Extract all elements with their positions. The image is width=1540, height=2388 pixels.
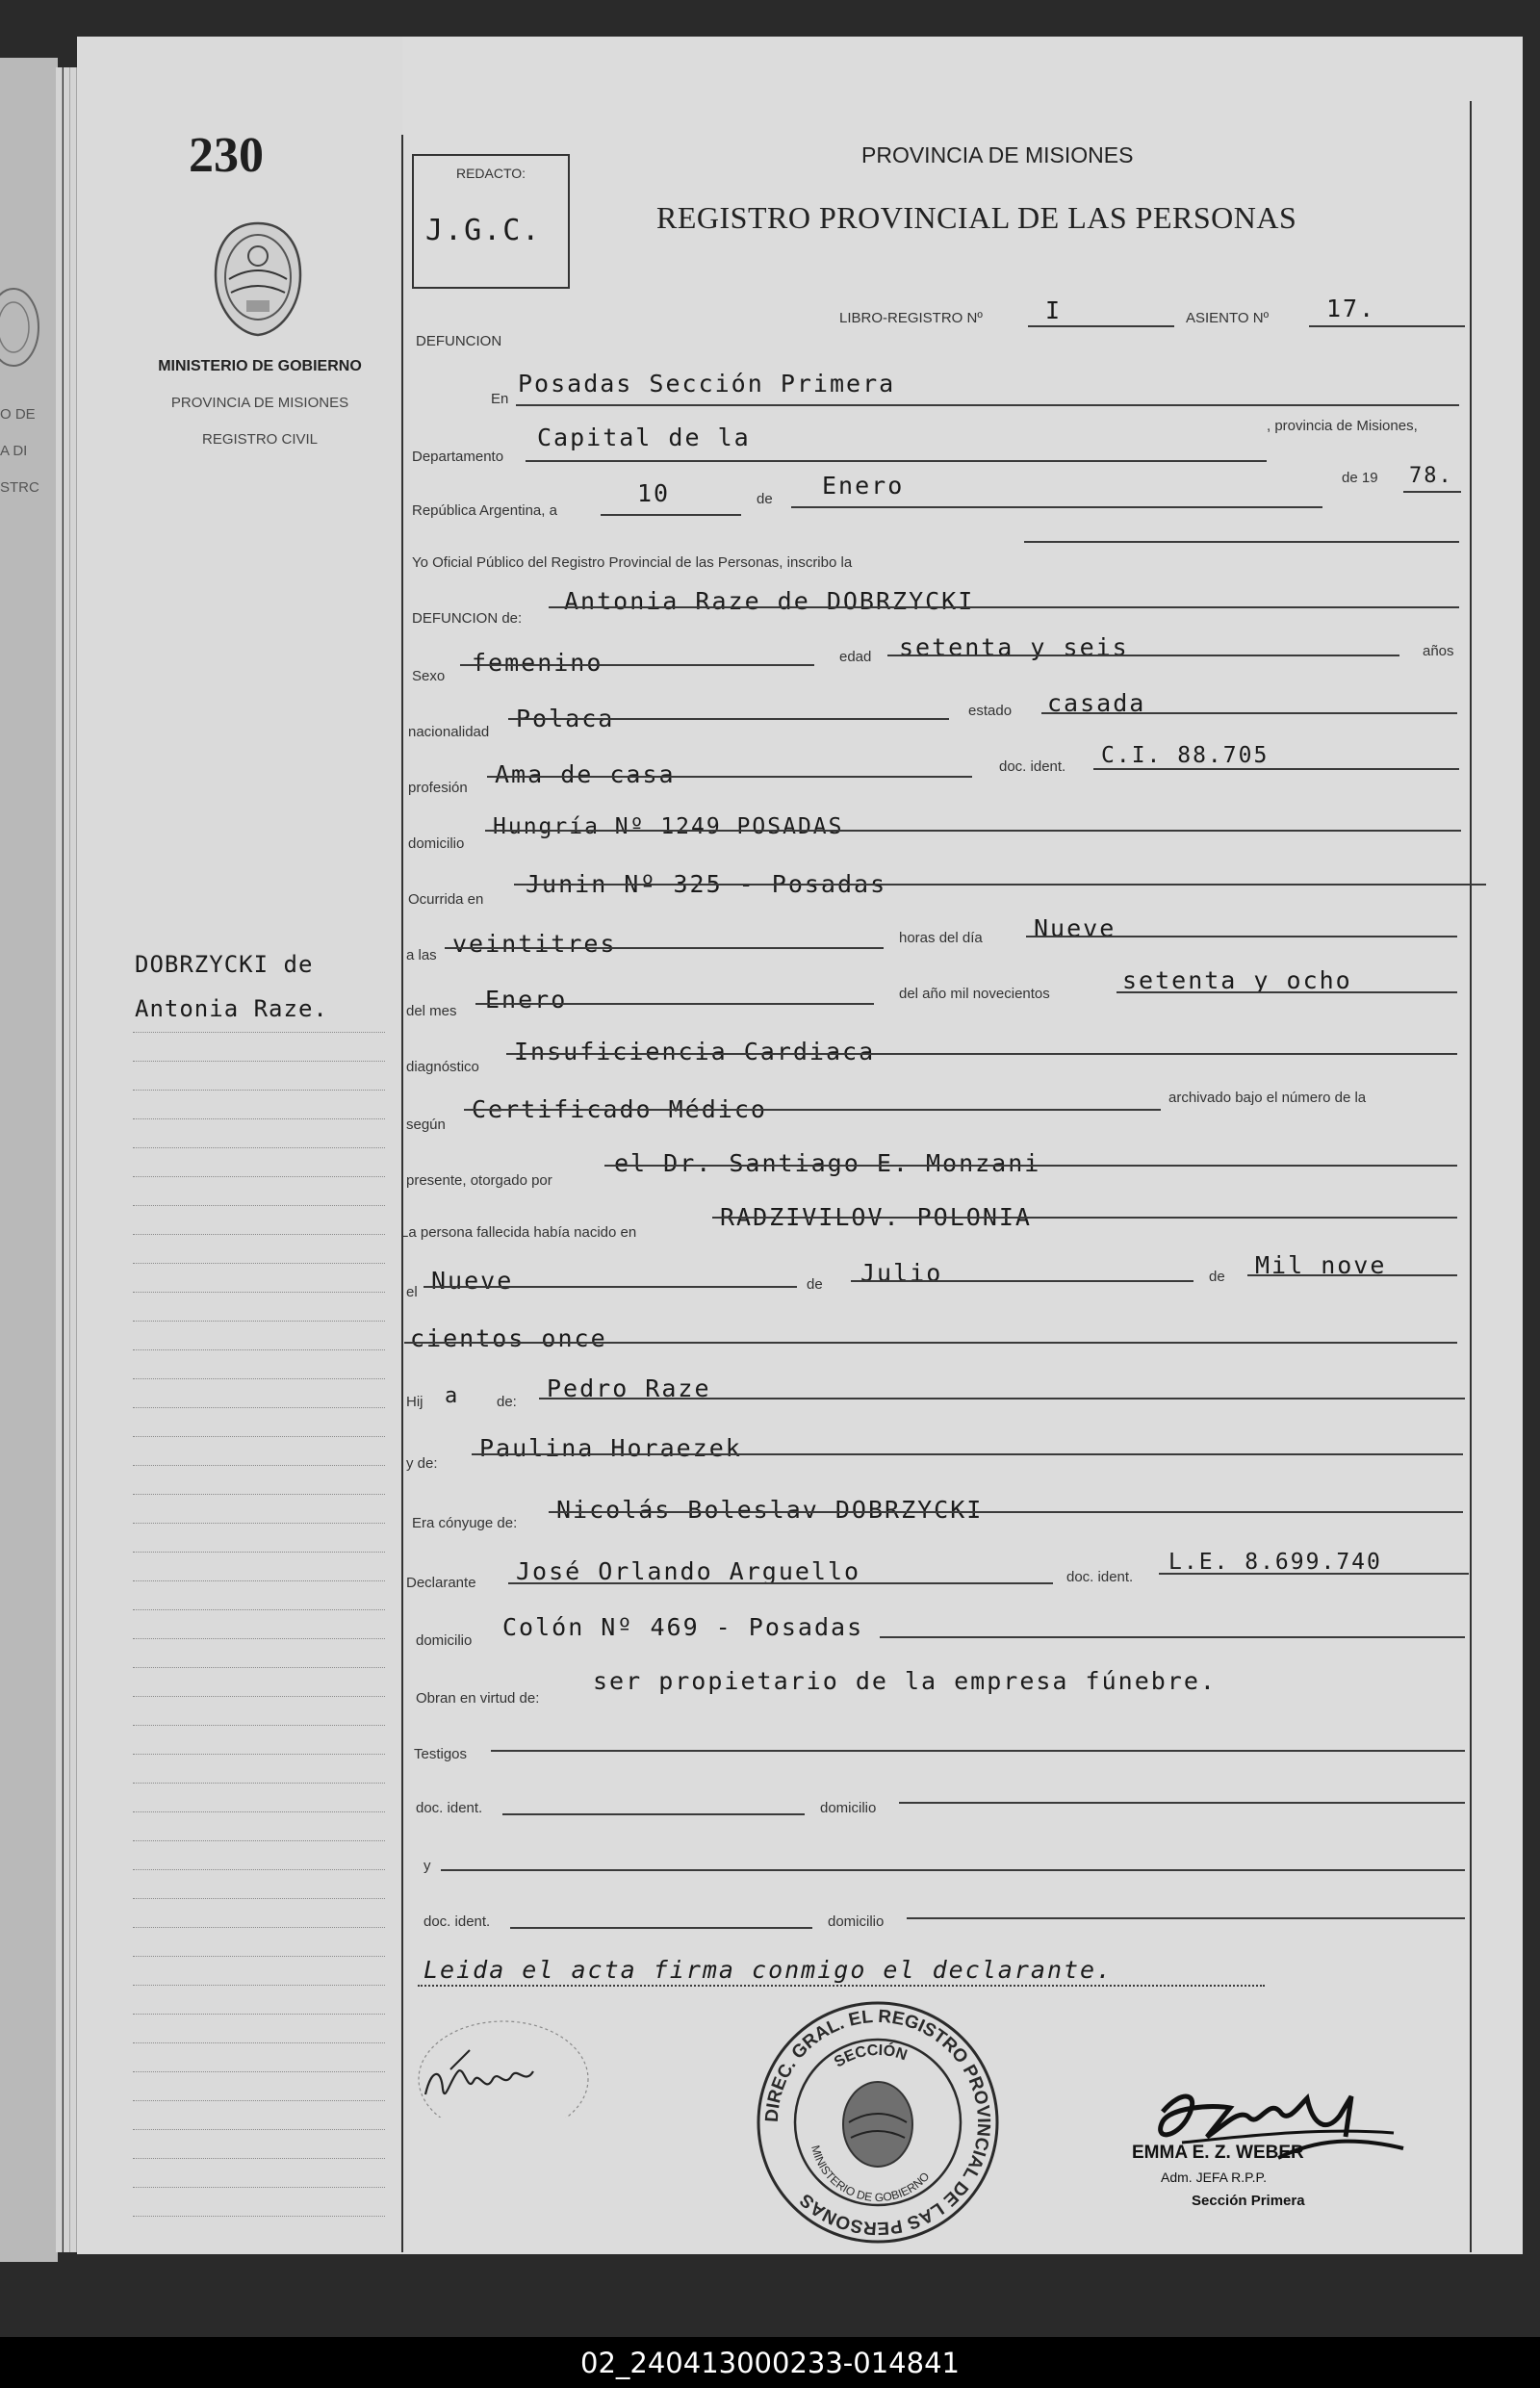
stub-dotted-line <box>133 1090 385 1091</box>
nacido-line <box>712 1217 1457 1219</box>
stub-dotted-line <box>133 1783 385 1784</box>
footer-id: 02_240413000233-014841 <box>580 2347 960 2379</box>
decl-dom-line <box>880 1636 1465 1638</box>
t1-dom-label: domicilio <box>820 1800 877 1816</box>
nacido-label: La persona fallecida había nacido en <box>400 1224 637 1241</box>
edad-line <box>887 655 1399 656</box>
redacto-value: J.G.C. <box>425 214 542 247</box>
month-line <box>791 506 1322 508</box>
year-line <box>1403 491 1461 493</box>
month-value: Enero <box>822 472 905 500</box>
de2-value: Julio <box>860 1259 943 1287</box>
asiento-value: 17. <box>1326 295 1376 322</box>
profesion-line <box>487 776 972 778</box>
hija-de-label: de: <box>497 1394 517 1410</box>
registry-title: REGISTRO PROVINCIAL DE LAS PERSONAS <box>656 200 1297 235</box>
madre-line <box>472 1453 1463 1455</box>
conyuge-label: Era cónyuge de: <box>412 1515 518 1531</box>
anos-label: años <box>1423 643 1454 659</box>
t2-doc-label: doc. ident. <box>424 1913 491 1930</box>
year-label: de 19 <box>1342 470 1378 486</box>
decl-doc-line <box>1159 1573 1469 1575</box>
defuncion-label: DEFUNCION de: <box>412 610 523 627</box>
page-edge <box>70 67 77 2252</box>
domicilio-value: Hungría Nº 1249 POSADAS <box>493 814 844 839</box>
closing-line <box>418 1985 1265 1987</box>
redacto-box <box>412 154 570 289</box>
stub-dotted-line <box>133 1638 385 1639</box>
stub-dotted-line <box>133 1263 385 1264</box>
de-label: de <box>757 491 773 507</box>
cont-value: cientos once <box>410 1324 607 1352</box>
sexo-line <box>460 664 814 666</box>
seal-ring-text: DIREC. GRAL. EL REGISTRO PROVINCIAL DE LAS PERSONAS <box>761 2006 994 2239</box>
stub-dotted-line <box>133 1378 385 1379</box>
diagnostico-value: Insuficiencia Cardiaca <box>514 1038 876 1066</box>
segun-label: según <box>406 1117 446 1133</box>
nacido-value: RADZIVILOV. POLONIA <box>720 1203 1032 1231</box>
padre-line <box>539 1398 1465 1399</box>
stub-dotted-line <box>133 1465 385 1466</box>
stub-dotted-line <box>133 1321 385 1322</box>
departamento-line <box>526 460 1267 462</box>
declarante-value: José Orlando Arguello <box>516 1557 861 1585</box>
svg-text:SECCIÓN <box>832 2041 910 2070</box>
stub-dotted-line <box>133 1147 385 1148</box>
estado-label: estado <box>968 703 1013 719</box>
nacionalidad-label: nacionalidad <box>408 724 490 740</box>
page-edge <box>56 67 63 2252</box>
official-stamp-section: Sección Primera <box>1192 2193 1305 2209</box>
registry-seal <box>753 1997 1003 2247</box>
a-las-label: a las <box>406 947 437 963</box>
edad-label: edad <box>839 649 872 665</box>
de2-label: de <box>807 1276 823 1293</box>
stub-dotted-line <box>133 1898 385 1899</box>
stub-dotted-line <box>133 2187 385 2188</box>
stub-dotted-line <box>133 1840 385 1841</box>
el-line <box>424 1286 797 1288</box>
departamento-value: Capital de la <box>537 424 751 451</box>
stub-dotted-line <box>133 1580 385 1581</box>
en-line <box>516 404 1459 406</box>
column-divider <box>401 135 403 2252</box>
stub-dotted-line <box>133 2014 385 2015</box>
horas-label: horas del día <box>899 930 983 946</box>
t2-dom-line <box>907 1917 1465 1919</box>
del-mes-value: Enero <box>485 986 568 1014</box>
provincia-suffix: , provincia de Misiones, <box>1267 418 1418 434</box>
t2-dom-label: domicilio <box>828 1913 885 1930</box>
official-stamp-name: EMMA E. Z. WEBER <box>1132 2143 1304 2163</box>
stub-dotted-line <box>133 1118 385 1119</box>
t1-doc-label: doc. ident. <box>416 1800 483 1816</box>
de3-label: de <box>1209 1269 1225 1285</box>
stub-dotted-line <box>133 1552 385 1553</box>
stub-dotted-line <box>133 1956 385 1957</box>
stub-dotted-line <box>133 2216 385 2217</box>
page-number: 230 <box>189 128 264 183</box>
page-edge <box>64 67 70 2252</box>
stub-dotted-line <box>133 1234 385 1235</box>
nacionalidad-line <box>508 718 949 720</box>
presente-value: el Dr. Santiago E. Monzani <box>614 1149 1041 1177</box>
oficial-line <box>1024 541 1459 543</box>
stub-dotted-line <box>133 1349 385 1350</box>
defuncion-value: Antonia Raze de DOBRZYCKI <box>564 587 975 615</box>
official-stamp-title: Adm. JEFA R.P.P. <box>1161 2170 1267 2185</box>
stub-dotted-line <box>133 2158 385 2159</box>
estado-line <box>1041 712 1457 714</box>
margin-fragment: A DI <box>0 443 28 459</box>
seal-inner-bottom: MINISTERIO DE GOBIERNO <box>808 2144 933 2205</box>
hija-label: Hij <box>406 1394 424 1410</box>
el-value: Nueve <box>431 1267 514 1295</box>
stub-dotted-line <box>133 1725 385 1726</box>
profesion-label: profesión <box>408 780 468 796</box>
de3-value: Mil nove <box>1255 1251 1387 1279</box>
margin-fragment: O DE <box>0 406 36 423</box>
obran-label: Obran en virtud de: <box>416 1690 540 1707</box>
ocurrida-value: Junin Nº 325 - Posadas <box>526 870 887 898</box>
previous-page-crest-icon <box>0 270 58 385</box>
diagnostico-label: diagnóstico <box>406 1059 479 1075</box>
de2-line <box>851 1280 1194 1282</box>
horas-line <box>1026 936 1457 937</box>
presente-line <box>604 1165 1457 1167</box>
stub-dotted-line <box>133 1205 385 1206</box>
province-crest-icon <box>208 219 308 339</box>
del-mes-label: del mes <box>406 1003 457 1019</box>
declarante-line <box>508 1582 1053 1584</box>
day-value: 10 <box>637 479 671 507</box>
t1-dom-line <box>899 1802 1465 1804</box>
edad-value: setenta y seis <box>899 633 1129 661</box>
libro-value: I <box>1045 296 1063 324</box>
a-las-value: veintitres <box>452 930 617 958</box>
testigos-label: Testigos <box>414 1746 468 1762</box>
stub-dotted-line <box>133 2042 385 2043</box>
closing-value: Leida el acta firma conmigo el declarante. <box>424 1956 1114 1984</box>
doc-ident-label: doc. ident. <box>999 758 1066 775</box>
domicilio-label: domicilio <box>408 835 465 852</box>
stub-dotted-line <box>133 1407 385 1408</box>
en-value: Posadas Sección Primera <box>518 370 896 398</box>
sexo-value: femenino <box>472 649 603 677</box>
right-border <box>1470 101 1472 2252</box>
asiento-line <box>1309 325 1465 327</box>
archivado-label: archivado bajo el número de la <box>1168 1090 1367 1106</box>
record-type-label: DEFUNCION <box>416 333 502 349</box>
stub-dotted-line <box>133 1609 385 1610</box>
profesion-value: Ama de casa <box>495 760 676 788</box>
conyuge-value: Nicolás Boleslav DOBRZYCKI <box>556 1496 984 1524</box>
declarante-label: Declarante <box>406 1575 476 1591</box>
del-mes-line <box>475 1003 874 1005</box>
del-ano-value: setenta y ocho <box>1122 966 1352 994</box>
stub-dotted-line <box>133 1494 385 1495</box>
day-line <box>601 514 741 516</box>
stub-dotted-line <box>133 1754 385 1755</box>
del-ano-line <box>1116 991 1457 993</box>
presente-label: presente, otorgado por <box>406 1172 552 1189</box>
stub-dotted-line <box>133 1032 385 1033</box>
en-label: En <box>491 391 509 407</box>
diagnostico-line <box>506 1053 1457 1055</box>
stub-name-line-1: DOBRZYCKI de <box>135 951 314 978</box>
doc-ident-line <box>1093 768 1459 770</box>
del-ano-label: del año mil novecientos <box>899 986 1050 1002</box>
obran-value: ser propietario de la empresa fúnebre. <box>593 1667 1217 1695</box>
y-line <box>441 1869 1465 1871</box>
stub-dotted-line <box>133 1927 385 1928</box>
ministry-label: MINISTERIO DE GOBIERNO <box>158 358 362 374</box>
de3-line <box>1247 1274 1457 1276</box>
ocurrida-label: Ocurrida en <box>408 891 484 908</box>
decl-doc-value: L.E. 8.699.740 <box>1168 1550 1382 1575</box>
decl-dom-label: domicilio <box>416 1632 473 1649</box>
testigos-line <box>491 1750 1465 1752</box>
republica-label: República Argentina, a <box>412 502 557 519</box>
sexo-label: Sexo <box>412 668 446 684</box>
departamento-label: Departamento <box>412 449 504 465</box>
stub-dotted-line <box>133 1061 385 1062</box>
oficial-text: Yo Oficial Público del Registro Provincial de las Personas, inscribo la <box>412 554 853 571</box>
stub-dotted-line <box>133 1869 385 1870</box>
stub-dotted-line <box>133 1436 385 1437</box>
stub-dotted-line <box>133 1292 385 1293</box>
stub-dotted-line <box>133 1985 385 1986</box>
redacto-label: REDACTO: <box>455 166 526 181</box>
el-label: el <box>406 1284 418 1300</box>
ocurrida-line <box>514 884 1486 886</box>
a-las-line <box>445 947 884 949</box>
civil-registry-label: REGISTRO CIVIL <box>201 431 319 448</box>
libro-line <box>1028 325 1174 327</box>
decl-dom-value: Colón Nº 469 - Posadas <box>502 1613 864 1641</box>
stub-dotted-line <box>133 1811 385 1812</box>
madre-value: Paulina Horaezek <box>479 1434 742 1462</box>
libro-label: LIBRO-REGISTRO Nº <box>839 310 983 326</box>
decl-doc-label: doc. ident. <box>1066 1569 1134 1585</box>
stub-dotted-line <box>133 1667 385 1668</box>
stub-dotted-line <box>133 1176 385 1177</box>
y-label: y <box>424 1858 431 1874</box>
y-de-label: y de: <box>406 1455 438 1472</box>
header-province: PROVINCIA DE MISIONES <box>861 142 1134 167</box>
segun-line <box>464 1109 1161 1111</box>
seal-inner-top: SECCIÓN <box>831 2041 910 2071</box>
previous-page-edge <box>0 58 58 2262</box>
doc-ident-value: C.I. 88.705 <box>1101 743 1270 768</box>
t1-doc-line <box>502 1813 805 1815</box>
asiento-label: ASIENTO Nº <box>1186 310 1270 326</box>
horas-value: Nueve <box>1034 914 1116 942</box>
domicilio-line <box>485 830 1461 832</box>
estado-value: casada <box>1047 689 1146 717</box>
padre-value: Pedro Raze <box>547 1374 711 1402</box>
defuncion-line <box>549 606 1459 608</box>
declarant-signature <box>412 2012 604 2118</box>
footer-bar <box>0 2337 1540 2388</box>
year-value: 78. <box>1409 464 1453 488</box>
stub-name-line-2: Antonia Raze. <box>135 995 328 1022</box>
stub-dotted-line <box>133 1523 385 1524</box>
stub-province-label: PROVINCIA DE MISIONES <box>170 395 349 411</box>
nacionalidad-value: Polaca <box>516 705 615 732</box>
cont-line <box>404 1342 1457 1344</box>
segun-value: Certificado Médico <box>472 1095 767 1123</box>
stub-dotted-line <box>133 2071 385 2072</box>
conyuge-line <box>549 1511 1463 1513</box>
margin-fragment: STRC <box>0 479 39 496</box>
stub-dotted-line <box>133 2129 385 2130</box>
t2-doc-line <box>510 1927 812 1929</box>
hija-suffix: a <box>445 1384 460 1408</box>
stub-dotted-line <box>133 2100 385 2101</box>
stub-dotted-line <box>133 1696 385 1697</box>
